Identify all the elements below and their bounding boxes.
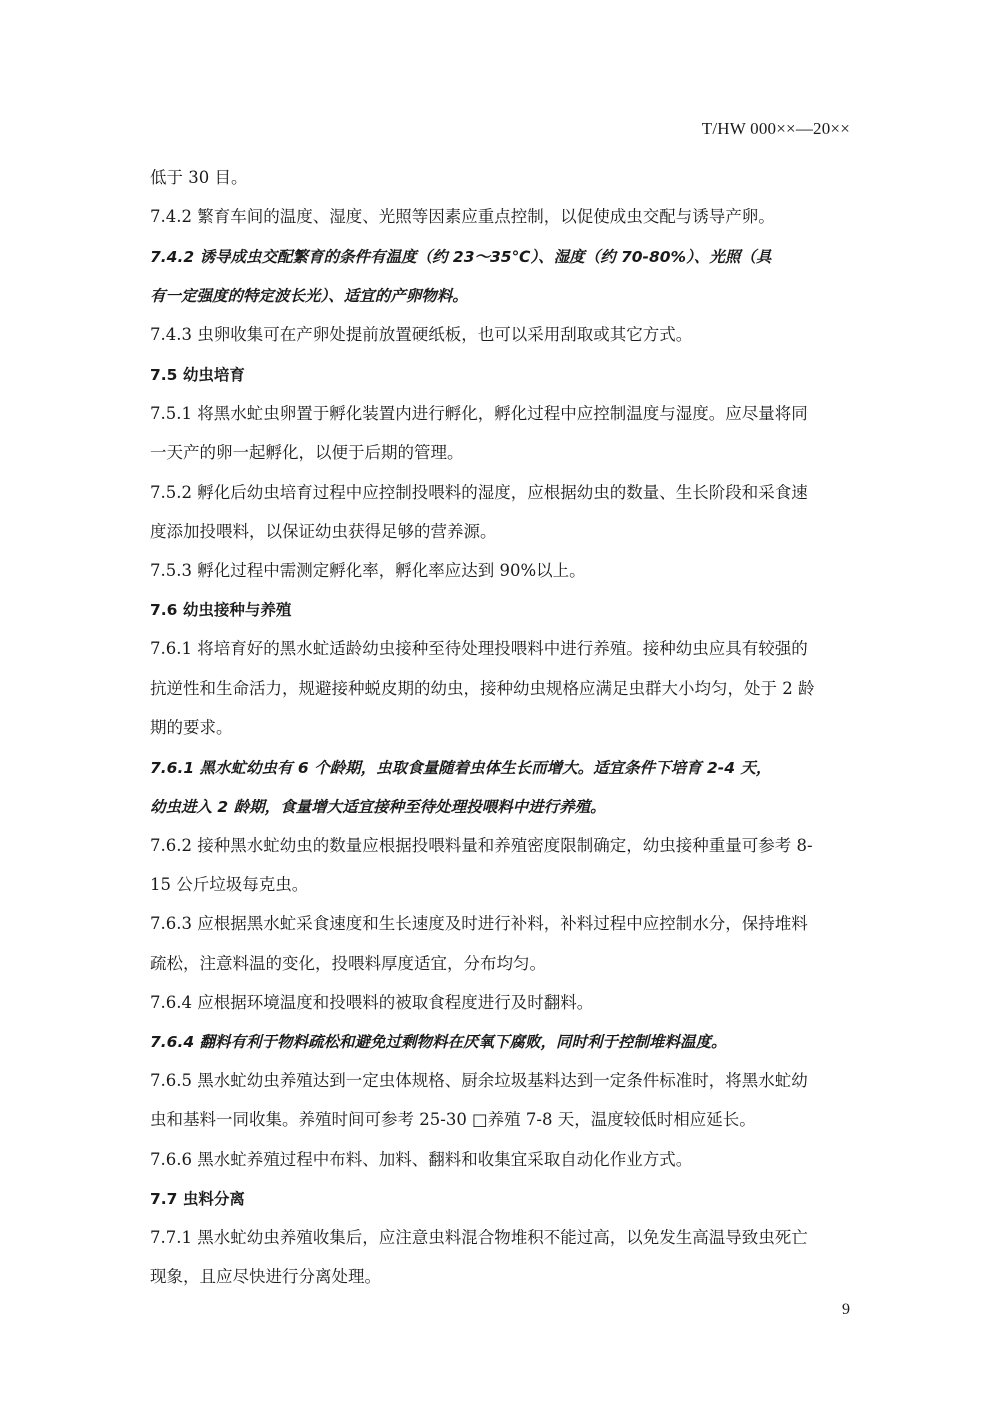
annotation-7-6-1-line-1: 7.6.1 黑水虻幼虫有 6 个龄期，虫取食量随着虫体生长而增大。适宜条件下培育 2-4 天，: [150, 759, 772, 777]
clause-7-6-3-line-2: 疏松，注意料温的变化，投喂料厚度适宜，分布均匀。: [150, 954, 546, 973]
document-code: T/HW 000××—20××: [701, 119, 850, 138]
clause-7-6-1-line-1: 7.6.1 将培育好的黑水虻适龄幼虫接种至待处理投喂料中进行养殖。接种幼虫应具有较强的: [150, 639, 808, 658]
page-number: 9: [842, 1301, 850, 1318]
clause-7-6-2-line-2: 15 公斤垃圾每克虫。: [150, 875, 309, 894]
annotation-7-4-2-line-1: 7.4.2 诱导成虫交配繁育的条件有温度（约 23～35℃）、湿度（约 70-80%）、光照（具: [150, 248, 772, 266]
section-heading-7-5: 7.5 幼虫培育: [150, 366, 245, 384]
section-heading-7-6: 7.6 幼虫接种与养殖: [150, 601, 292, 619]
clause-7-6-2-line-1: 7.6.2 接种黑水虻幼虫的数量应根据投喂料量和养殖密度限制确定，幼虫接种重量可参考 8-: [150, 836, 813, 855]
clause-7-4-2: 7.4.2 繁育车间的温度、湿度、光照等因素应重点控制，以促使成虫交配与诱导产卵。: [150, 207, 775, 226]
annotation-7-6-4: 7.6.4 翻料有利于物料疏松和避免过剩物料在厌氧下腐败，同时利于控制堆料温度。: [150, 1033, 727, 1051]
clause-7-6-6: 7.6.6 黑水虻养殖过程中布料、加料、翻料和收集宜采取自动化作业方式。: [150, 1150, 693, 1169]
clause-7-6-1-line-2: 抗逆性和生命活力，规避接种蜕皮期的幼虫，接种幼虫规格应满足虫群大小均匀，处于 2 龄: [150, 679, 815, 698]
body-line: 低于 30 目。: [150, 168, 248, 187]
section-heading-7-7: 7.7 虫料分离: [150, 1190, 245, 1208]
clause-7-6-5-line-1: 7.6.5 黑水虻幼虫养殖达到一定虫体规格、厨余垃圾基料达到一定条件标准时，将黑水虻幼: [150, 1071, 808, 1090]
clause-7-5-1-line-1: 7.5.1 将黑水虻虫卵置于孵化装置内进行孵化，孵化过程中应控制温度与湿度。应尽量将同: [150, 404, 808, 423]
clause-7-5-2-line-1: 7.5.2 孵化后幼虫培育过程中应控制投喂料的湿度，应根据幼虫的数量、生长阶段和采食速: [150, 483, 808, 502]
clause-7-6-5-line-2: 虫和基料一同收集。养殖时间可参考 25-30 □养殖 7-8 天，温度较低时相应延长。: [150, 1110, 756, 1129]
clause-7-5-2-line-2: 度添加投喂料，以保证幼虫获得足够的营养源。: [150, 522, 497, 541]
clause-7-7-1-line-1: 7.7.1 黑水虻幼虫养殖收集后，应注意虫料混合物堆积不能过高，以免发生高温导致虫死亡: [150, 1228, 808, 1247]
annotation-7-4-2-line-2: 有一定强度的特定波长光）、适宜的产卵物料。: [150, 287, 468, 305]
clause-7-6-1-line-3: 期的要求。: [150, 718, 233, 737]
clause-7-6-4: 7.6.4 应根据环境温度和投喂料的被取食程度进行及时翻料。: [150, 993, 594, 1012]
clause-7-5-3: 7.5.3 孵化过程中需测定孵化率，孵化率应达到 90%以上。: [150, 561, 586, 580]
clause-7-4-3: 7.4.3 虫卵收集可在产卵处提前放置硬纸板，也可以采用刮取或其它方式。: [150, 325, 693, 344]
annotation-7-6-1-line-2: 幼虫进入 2 龄期，食量增大适宜接种至待处理投喂料中进行养殖。: [150, 798, 606, 816]
clause-7-5-1-line-2: 一天产的卵一起孵化，以便于后期的管理。: [150, 443, 464, 462]
clause-7-6-3-line-1: 7.6.3 应根据黑水虻采食速度和生长速度及时进行补料，补料过程中应控制水分，保持堆料: [150, 914, 808, 933]
clause-7-7-1-line-2: 现象，且应尽快进行分离处理。: [150, 1267, 381, 1286]
